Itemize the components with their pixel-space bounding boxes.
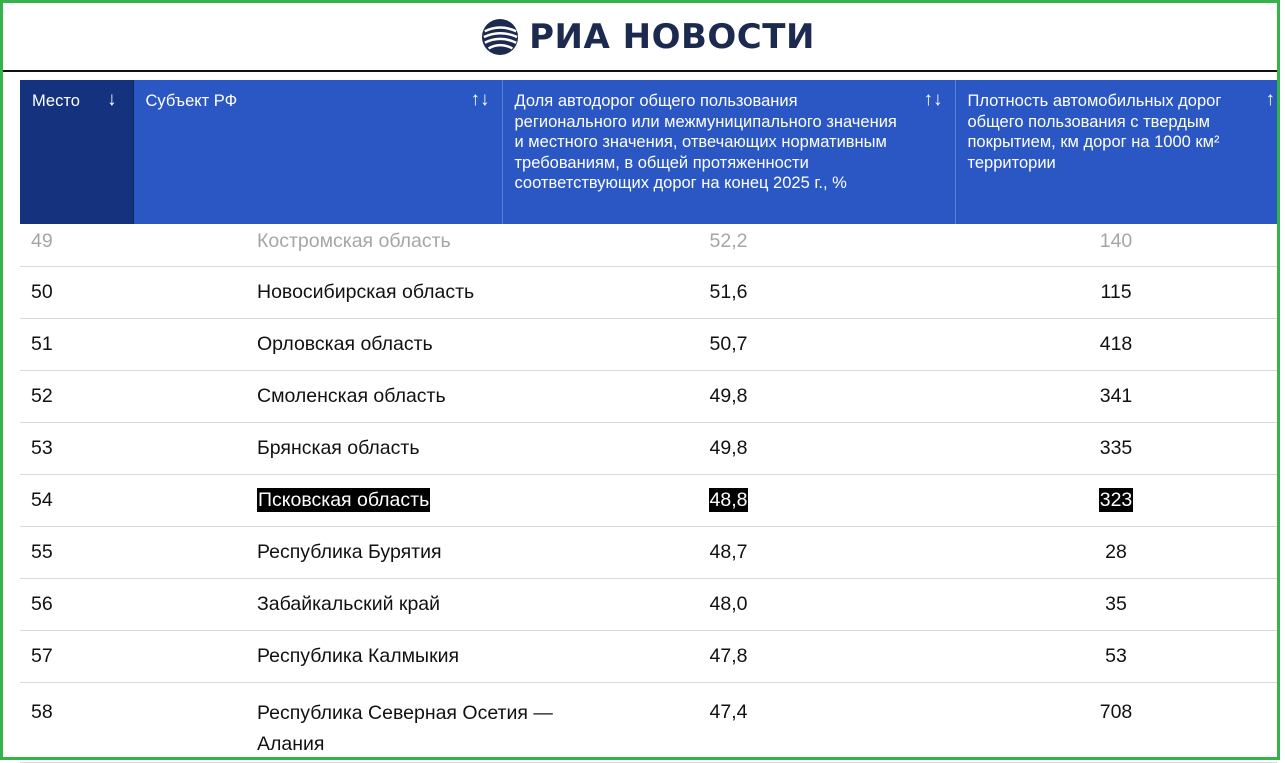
region-name: Смоленская область [257,384,446,407]
density-cell: 28 [955,526,1277,578]
header-density[interactable] [955,80,1285,224]
density-cell: 335 [955,422,1277,474]
sort-toggle-icon[interactable]: ↑↓ [470,89,490,110]
region-cell [133,526,502,578]
share-value-highlighted: 48,8 [709,488,748,511]
header-region[interactable] [133,80,502,224]
region-name-highlighted: Псковская область [258,488,430,511]
table-row [20,422,1277,474]
rank-cell: 54 [20,474,133,526]
region-cell [133,318,502,370]
brand-logo-link[interactable] [481,17,815,57]
share-cell [502,474,955,526]
sort-desc-icon[interactable]: ↓ [107,89,117,110]
density-cell: 35 [955,578,1277,630]
header-rank[interactable] [20,80,133,224]
header-region-label: Субъект РФ [145,92,238,110]
region-name: Костромская область [257,230,451,252]
region-name: Республика Северная Осетия — Алания [257,701,553,755]
region-name: Республика Калмыкия [257,644,460,667]
table-row [20,370,1277,422]
region-name: Брянская область [257,436,420,459]
share-cell: 50,7 [502,318,955,370]
share-cell: 52,2 [502,224,955,266]
density-cell: 708 [955,682,1277,762]
region-cell [133,266,502,318]
sort-toggle-icon[interactable]: ↑↓ [1265,89,1285,110]
ranking-table [20,80,1285,763]
density-cell: 53 [955,630,1277,682]
density-cell: 341 [955,370,1277,422]
region-cell [133,630,502,682]
rank-cell: 58 [20,682,133,762]
ranking-table-container[interactable] [20,80,1285,757]
region-cell [133,422,502,474]
share-cell: 47,4 [502,682,955,762]
ria-globe-logo-icon [481,18,519,56]
table-row-highlighted [20,474,1277,526]
region-name: Забайкальский край [257,592,441,615]
region-cell [133,578,502,630]
density-cell: 140 [955,224,1277,266]
share-cell: 48,7 [502,526,955,578]
density-cell [955,474,1277,526]
table-row [20,630,1277,682]
rank-cell: 57 [20,630,133,682]
table-header-row [20,80,1277,224]
region-name: Новосибирская область [257,280,475,303]
share-cell: 49,8 [502,422,955,474]
header-density-label: Плотность автомобильных дорог общего пользования с твердым покрытием, км дорог на 1000 км² территории [967,92,1222,172]
table-row [20,578,1277,630]
brand-name: РИА НОВОСТИ [529,16,815,57]
header-share[interactable] [502,80,955,224]
rank-cell: 49 [20,224,133,266]
table-row [20,224,1277,266]
sort-toggle-icon[interactable]: ↑↓ [923,89,943,110]
region-name: Орловская область [257,332,433,355]
rank-cell: 51 [20,318,133,370]
share-cell: 51,6 [502,266,955,318]
rank-cell: 55 [20,526,133,578]
region-cell [133,370,502,422]
table-row [20,526,1277,578]
share-cell: 48,0 [502,578,955,630]
share-cell: 49,8 [502,370,955,422]
density-value-highlighted: 323 [1099,488,1133,511]
header-rank-label: Место [32,92,80,110]
rank-cell: 53 [20,422,133,474]
table-row [20,318,1277,370]
table-row [20,682,1277,762]
header-share-label: Доля автодорог общего пользования регионального или межмуниципального значения и местного значения, отвечающих нормативным требованиям, в общей протяженности соответствующих дорог на конец 2025 г., % [514,92,897,192]
region-name: Республика Бурятия [257,540,442,563]
rank-cell: 52 [20,370,133,422]
density-cell: 418 [955,318,1277,370]
table-row [20,266,1277,318]
density-cell: 115 [955,266,1277,318]
region-cell [133,682,553,762]
rank-cell: 56 [20,578,133,630]
brand-header [3,3,1277,72]
share-cell: 47,8 [502,630,955,682]
region-cell [133,474,502,526]
region-cell [133,224,502,266]
rank-cell: 50 [20,266,133,318]
